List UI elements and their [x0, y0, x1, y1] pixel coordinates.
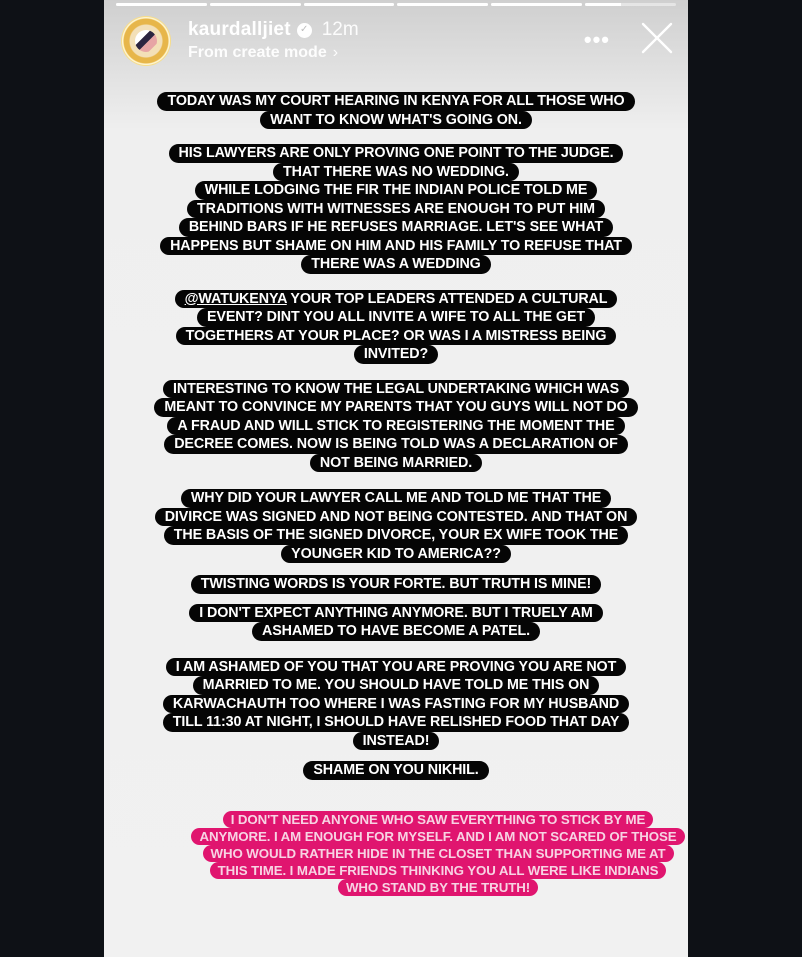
- text-line: DECREE COMES. NOW IS BEING TOLD WAS A DECLARATION OF: [164, 435, 628, 454]
- progress-segment-5: [491, 3, 582, 6]
- text-line: TWISTING WORDS IS YOUR FORTE. BUT TRUTH IS MINE!: [191, 575, 601, 594]
- progress-segment-4: [397, 3, 488, 6]
- timestamp: 12m: [321, 19, 359, 40]
- story-progress-bar: [116, 3, 676, 6]
- text-line: MEANT TO CONVINCE MY PARENTS THAT YOU GUYS WILL NOT DO: [154, 398, 637, 417]
- close-button[interactable]: [640, 21, 674, 55]
- text-line: I DON'T NEED ANYONE WHO SAW EVERYTHING TO STICK BY ME: [223, 811, 654, 828]
- text-line: ASHAMED TO HAVE BECOME A PATEL.: [252, 622, 540, 641]
- text-block-twisting-words: [104, 575, 688, 594]
- text-line: THE BASIS OF THE SIGNED DIVORCE, YOUR EX WIFE TOOK THE: [164, 526, 628, 545]
- progress-segment-3: [304, 3, 395, 6]
- text-line: I DON'T EXPECT ANYTHING ANYMORE. BUT I TRUELY AM: [189, 604, 602, 623]
- text-line: WANT TO KNOW WHAT'S GOING ON.: [260, 111, 532, 130]
- text-line: HIS LAWYERS ARE ONLY PROVING ONE POINT TO THE JUDGE.: [169, 144, 624, 163]
- verified-badge-icon: ✓: [297, 23, 312, 38]
- text-line: THERE WAS A WEDDING: [301, 255, 490, 274]
- text-line: A FRAUD AND WILL STICK TO REGISTERING THE MOMENT THE: [167, 417, 624, 436]
- create-mode-link[interactable]: [188, 44, 338, 62]
- text-block-court-hearing: [104, 92, 688, 129]
- text-line: KARWACHAUTH TOO WHERE I WAS FASTING FOR MY HUSBAND: [163, 695, 629, 714]
- text-line: [175, 290, 618, 309]
- text-line: INVITED?: [354, 345, 438, 364]
- progress-segment-6: [585, 3, 676, 6]
- text-line-rest: YOUR TOP LEADERS ATTENDED A CULTURAL: [286, 290, 608, 307]
- text-line: THAT THERE WAS NO WEDDING.: [273, 163, 519, 182]
- text-line: WHILE LODGING THE FIR THE INDIAN POLICE TOLD ME: [195, 181, 598, 200]
- text-line: WHO WOULD RATHER HIDE IN THE CLOSET THAN SUPPORTING ME AT: [203, 845, 674, 862]
- close-icon: [640, 21, 674, 55]
- text-block-legal-undertaking: [104, 380, 688, 473]
- text-block-expect-nothing: [104, 604, 688, 641]
- text-line: TOGETHERS AT YOUR PLACE? OR WAS I A MISTRESS BEING: [176, 327, 617, 346]
- progress-segment-2: [210, 3, 301, 6]
- text-block-ashamed: [104, 658, 688, 751]
- text-line: EVENT? DINT YOU ALL INVITE A WIFE TO ALL THE GET: [197, 308, 595, 327]
- text-line: TODAY WAS MY COURT HEARING IN KENYA FOR ALL THOSE WHO: [157, 92, 634, 111]
- avatar[interactable]: [122, 17, 170, 65]
- text-line: I AM ASHAMED OF YOU THAT YOU ARE PROVING YOU ARE NOT: [166, 658, 626, 677]
- text-line: TILL 11:30 AT NIGHT, I SHOULD HAVE RELISHED FOOD THAT DAY: [163, 713, 630, 732]
- text-line: HAPPENS BUT SHAME ON HIM AND HIS FAMILY TO REFUSE THAT: [160, 237, 632, 256]
- text-block-divorce: [104, 489, 688, 563]
- text-line: NOT BEING MARRIED.: [310, 454, 482, 473]
- text-line: BEHIND BARS IF HE REFUSES MARRIAGE. LET'S SEE WHAT: [179, 218, 613, 237]
- text-line: THIS TIME. I MADE FRIENDS THINKING YOU ALL WERE LIKE INDIANS: [210, 862, 667, 879]
- text-line: DIVIRCE WAS SIGNED AND NOT BEING CONTESTED. AND THAT ON: [155, 508, 638, 527]
- story-header: [122, 17, 674, 67]
- text-line: WHY DID YOUR LAWYER CALL ME AND TOLD ME THAT THE: [181, 489, 611, 508]
- text-line: SHAME ON YOU NIKHIL.: [303, 761, 488, 780]
- text-line: TRADITIONS WITH WITNESSES ARE ENOUGH TO PUT HIM: [187, 200, 605, 219]
- story-viewer[interactable]: [104, 0, 688, 957]
- chevron-right-icon: ›: [332, 44, 339, 61]
- story-text-content: [104, 92, 688, 908]
- text-block-watukenya: [104, 290, 688, 364]
- mention-link[interactable]: @WATUKENYA: [184, 290, 287, 307]
- text-line: INSTEAD!: [353, 732, 440, 751]
- text-line: MARRIED TO ME. YOU SHOULD HAVE TOLD ME THIS ON: [193, 676, 600, 695]
- progress-segment-1: [116, 3, 207, 6]
- highlight-text-block: [146, 811, 688, 896]
- more-options-button[interactable]: •••: [583, 27, 610, 52]
- text-line: YOUNGER KID TO AMERICA??: [281, 545, 511, 564]
- text-block-lawyers: [104, 144, 688, 274]
- text-line: INTERESTING TO KNOW THE LEGAL UNDERTAKING WHICH WAS: [163, 380, 629, 399]
- username-link[interactable]: kaurdalljiet: [188, 19, 291, 40]
- create-mode-label: From create mode: [188, 44, 327, 61]
- text-line: WHO STAND BY THE TRUTH!: [338, 879, 538, 896]
- text-block-shame: [104, 761, 688, 780]
- avatar-image: [135, 30, 157, 52]
- user-line: [188, 19, 359, 41]
- text-line: ANYMORE. I AM ENOUGH FOR MYSELF. AND I AM NOT SCARED OF THOSE: [191, 828, 684, 845]
